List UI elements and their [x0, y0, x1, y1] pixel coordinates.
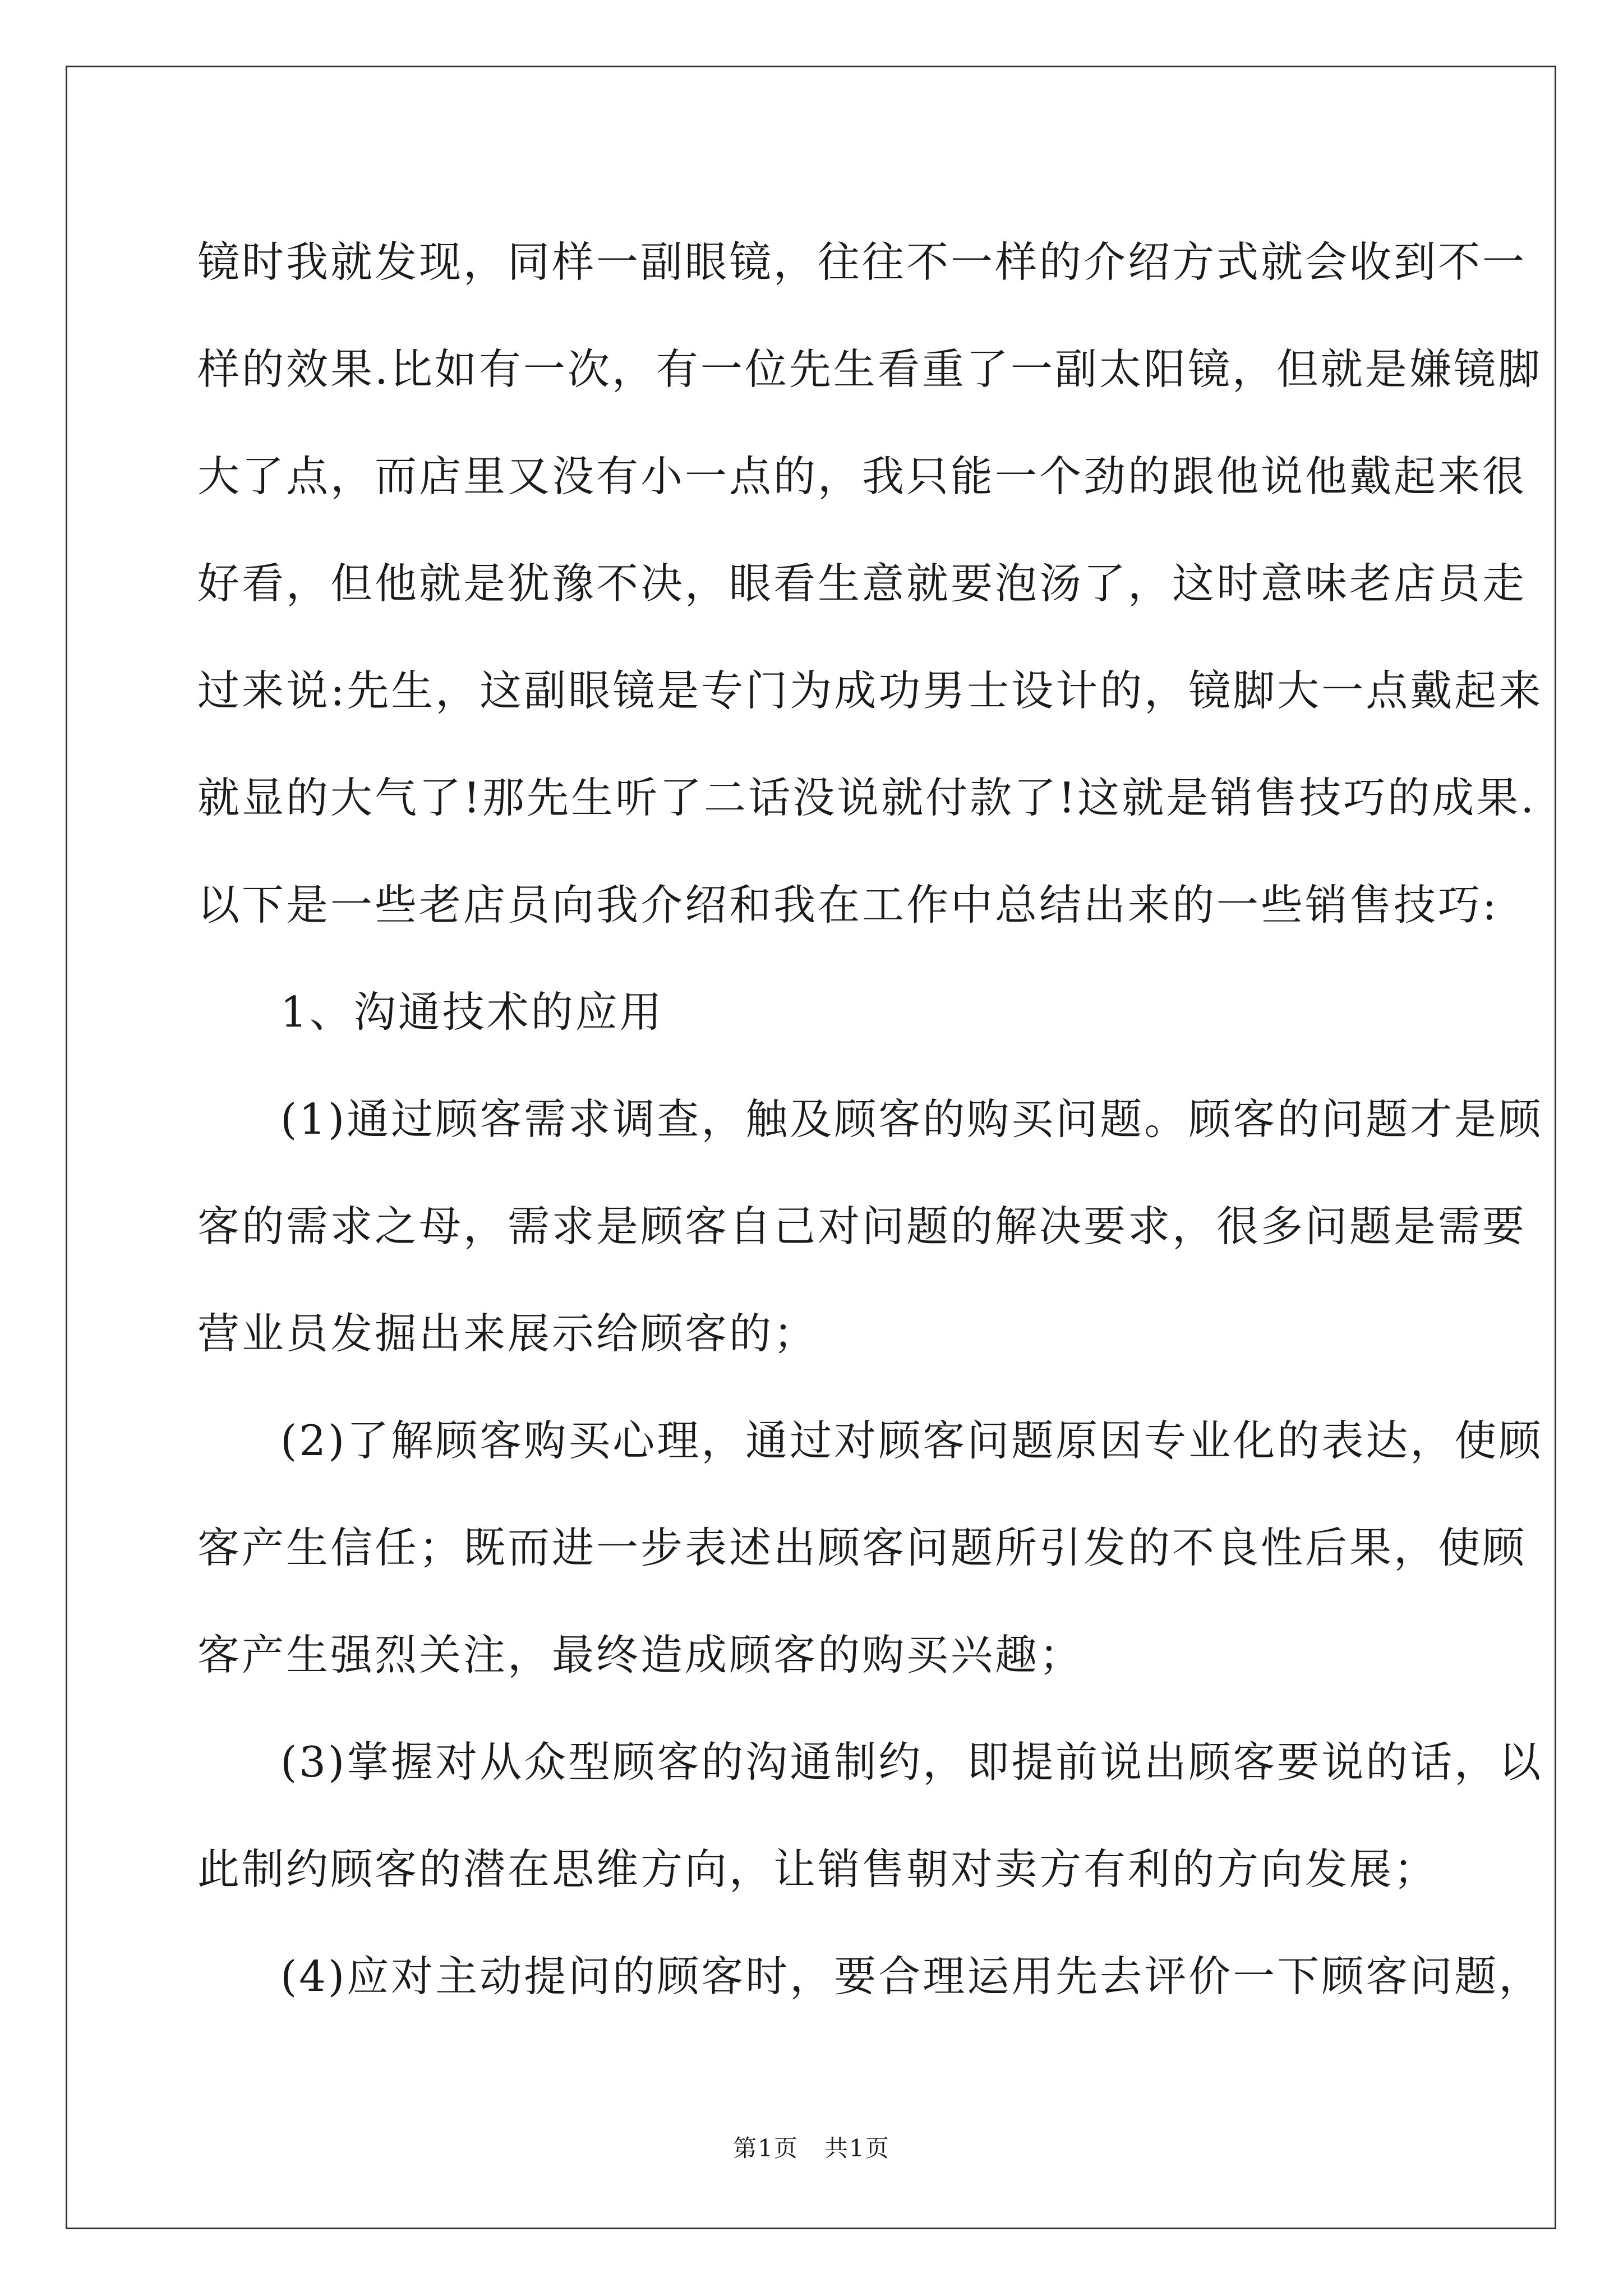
text-line: (4)应对主动提问的顾客时，要合理运用先去评价一下顾客问题，	[280, 1952, 1543, 2001]
text-line: 样的效果.比如有一次，有一位先生看重了一副太阳镜，但就是嫌镜脚	[197, 344, 1542, 394]
text-line: 客的需求之母，需求是顾客自己对问题的解决要求，很多问题是需要	[197, 1202, 1527, 1251]
text-line: (3)掌握对从众型顾客的沟通制约，即提前说出顾客要说的话，以	[280, 1737, 1543, 1787]
text-line: 1、沟通技术的应用	[280, 987, 664, 1037]
text-line: 此制约顾客的潜在思维方向，让销售朝对卖方有利的方向发展；	[197, 1844, 1438, 1894]
text-line: 过来说:先生，这副眼镜是专门为成功男士设计的，镜脚大一点戴起来	[197, 666, 1543, 715]
document-body	[197, 209, 1543, 2030]
text-line: (2)了解顾客购买心理，通过对顾客问题原因专业化的表达，使顾	[280, 1416, 1543, 1465]
text-line: 营业员发掘出来展示给顾客的；	[197, 1309, 818, 1358]
text-line: 客产生信任；既而进一步表述出顾客问题所引发的不良性后果，使顾	[197, 1523, 1527, 1572]
text-line: 好看，但他就是犹豫不决，眼看生意就要泡汤了，这时意味老店员走	[197, 559, 1527, 608]
text-line: 以下是一些老店员向我介绍和我在工作中总结出来的一些销售技巧:	[197, 880, 1499, 930]
text-line: 客产生强烈关注，最终造成顾客的购买兴趣；	[197, 1630, 1084, 1680]
text-line: (1)通过顾客需求调查，触及顾客的购买问题。顾客的问题才是顾	[280, 1094, 1543, 1144]
text-line: 就显的大气了!那先生听了二话没说就付款了!这就是销售技巧的成果.	[197, 773, 1537, 822]
text-line: 大了点，而店里又没有小一点的，我只能一个劲的跟他说他戴起来很	[197, 452, 1527, 501]
page-footer: 第1页 共1页	[733, 2134, 890, 2162]
text-line: 镜时我就发现，同样一副眼镜，往往不一样的介绍方式就会收到不一	[197, 237, 1527, 287]
